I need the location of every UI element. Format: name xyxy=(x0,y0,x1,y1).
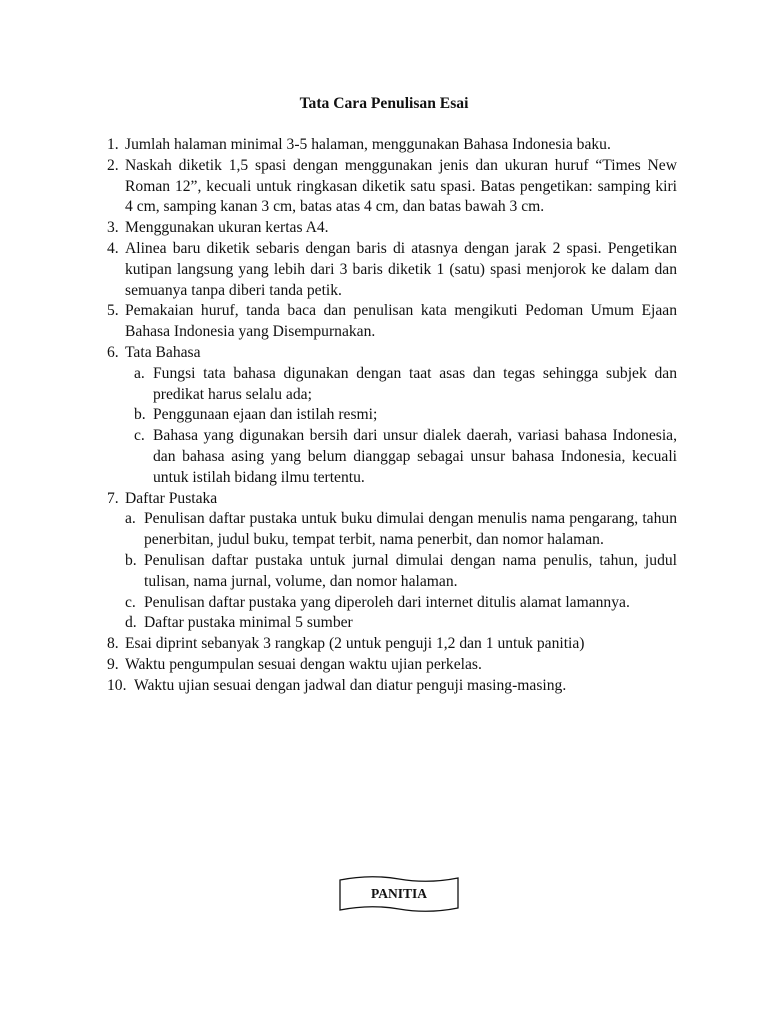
sub-item-letter: b. xyxy=(125,551,137,569)
sub-item-letter: a. xyxy=(125,510,136,528)
item-number: 3. xyxy=(107,219,119,237)
list-item xyxy=(107,634,677,655)
sub-item-text: Penulisan daftar pustaka untuk jurnal dimulai dengan nama penulis, tahun, judul tulisan, nama jurnal, volume, dan nomor halaman. xyxy=(144,551,677,590)
sub-item xyxy=(125,551,677,593)
list-item xyxy=(107,676,677,697)
badge-label xyxy=(338,874,460,914)
document-title: Tata Cara Penulisan Esai xyxy=(299,95,469,112)
item-text: Daftar Pustaka xyxy=(125,489,218,507)
sub-item xyxy=(134,364,677,406)
item-text: Pemakaian huruf, tanda baca dan penulisan kata mengikuti Pedoman Umum Ejaan Bahasa Indonesia yang Disempurnakan. xyxy=(125,302,677,341)
list-item xyxy=(107,655,677,676)
list-item xyxy=(107,489,677,510)
item-number: 6. xyxy=(107,343,119,361)
item-number: 1. xyxy=(107,136,119,153)
panitia-badge xyxy=(338,874,460,914)
item-text: Tata Bahasa xyxy=(125,343,201,361)
sub-item-text: Daftar pustaka minimal 5 sumber xyxy=(144,614,353,632)
item-text: Naskah diketik 1,5 spasi dengan menggunakan jenis dan ukuran huruf “Times New Roman 12”, kecuali untuk ringkasan diketik satu spasi. Batas pengetikan: samping kiri 4 cm, samping kanan 3 cm, batas atas 4 cm, dan batas bawah 3 cm. xyxy=(125,156,677,216)
list-item xyxy=(107,343,677,364)
list-item xyxy=(107,156,677,218)
sub-item-letter: c. xyxy=(125,593,136,611)
item-number: 7. xyxy=(107,489,119,507)
item-number: 10. xyxy=(107,676,127,694)
sub-item-text: Penggunaan ejaan dan istilah resmi; xyxy=(153,406,378,424)
sub-item xyxy=(134,405,677,426)
item-number: 4. xyxy=(107,239,119,257)
sub-item-letter: c. xyxy=(134,427,145,445)
sub-item-text: Penulisan daftar pustaka untuk buku dimulai dengan menulis nama pengarang, tahun penerbitan, judul buku, tempat terbit, nama penerbit, dan nomor halaman. xyxy=(144,510,677,549)
sub-item xyxy=(125,613,677,634)
item-text: Waktu ujian sesuai dengan jadwal dan diatur penguji masing-masing. xyxy=(134,676,567,694)
list-item xyxy=(107,218,677,239)
item-text: Jumlah halaman minimal 3-5 halaman, menggunakan Bahasa Indonesia baku. xyxy=(125,136,611,153)
item-text: Esai diprint sebanyak 3 rangkap (2 untuk penguji 1,2 dan 1 untuk panitia) xyxy=(125,635,585,653)
sub-item-letter: d. xyxy=(125,614,137,632)
sub-item xyxy=(125,593,677,614)
list-item xyxy=(107,135,677,156)
item-text: Menggunakan ukuran kertas A4. xyxy=(125,219,329,237)
sub-item-letter: b. xyxy=(134,406,146,424)
item-number: 5. xyxy=(107,302,119,320)
list-item xyxy=(107,301,677,343)
sub-item xyxy=(125,509,677,551)
badge-text: PANITIA xyxy=(370,885,427,901)
item-number: 8. xyxy=(107,635,119,653)
item-number: 2. xyxy=(107,156,119,174)
rules-list xyxy=(107,135,677,697)
item-text: Alinea baru diketik sebaris dengan baris di atasnya dengan jarak 2 spasi. Pengetikan kutipan langsung yang lebih dari 3 baris diketik 1 (satu) spasi menjorok ke dalam dan semuanya tanpa diberi tanda petik. xyxy=(125,239,677,299)
item-text: Waktu pengumpulan sesuai dengan waktu ujian perkelas. xyxy=(125,655,482,673)
item-number: 9. xyxy=(107,655,119,673)
sub-item-text: Bahasa yang digunakan bersih dari unsur dialek daerah, variasi bahasa Indonesia, dan bahasa asing yang belum dianggap sebagai unsur bahasa Indonesia, kecuali untuk istilah bidang ilmu tertentu. xyxy=(153,427,677,486)
sub-item-letter: a. xyxy=(134,364,145,382)
sub-item-text: Penulisan daftar pustaka yang diperoleh dari internet ditulis alamat lamannya. xyxy=(144,593,630,611)
sub-item-text: Fungsi tata bahasa digunakan dengan taat asas dan tegas sehingga subjek dan predikat harus selalu ada; xyxy=(153,364,677,403)
list-item xyxy=(107,239,677,301)
sub-item xyxy=(134,426,677,488)
